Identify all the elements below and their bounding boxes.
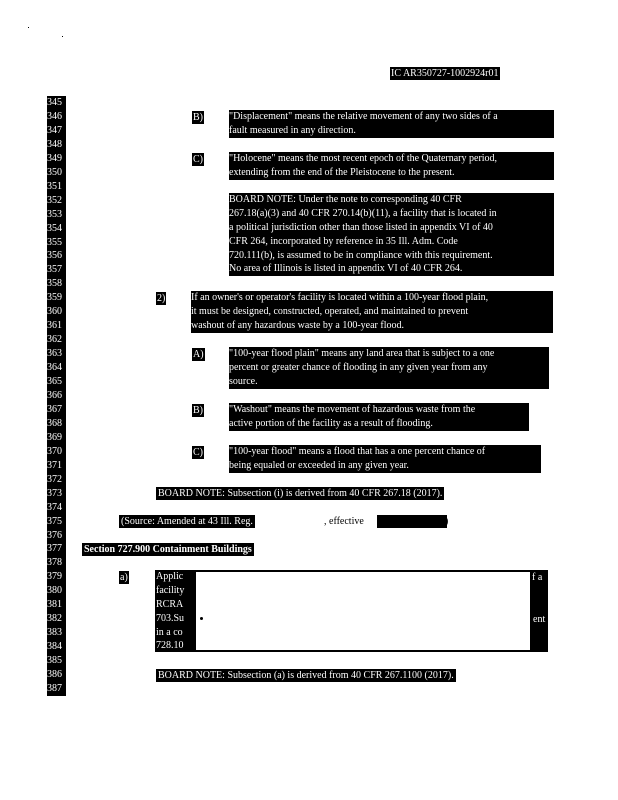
line-number: 356: [47, 249, 66, 263]
line-number: 373: [47, 487, 66, 501]
section-heading: [82, 543, 254, 556]
line-number: 363: [47, 347, 66, 361]
line-number: 380: [47, 584, 66, 598]
line-number: 352: [47, 194, 66, 208]
line-number: 381: [47, 598, 66, 612]
text-line: 728.10: [156, 640, 184, 652]
line-number: 371: [47, 459, 66, 473]
text-line: extending from the end of the Pleistocene to the present.: [229, 166, 455, 178]
definition-100-year-flood-plain: [229, 347, 549, 389]
line-number: 382: [47, 612, 66, 626]
line-number: 387: [47, 682, 66, 696]
text-line: "100-year flood plain" means any land area that is subject to a one: [229, 348, 495, 359]
item-marker: a): [120, 572, 128, 583]
text-line: source.: [229, 375, 258, 387]
line-number: 345: [47, 96, 66, 110]
text-line: If an owner's or operator's facility is located within a 100-year flood plain,: [191, 292, 489, 303]
definition-displacement: [229, 110, 554, 138]
source-effective-date-blank: [377, 515, 447, 528]
line-number: 346: [47, 110, 66, 124]
item-marker: B): [193, 405, 203, 416]
scan-speck: [28, 27, 29, 28]
line-number: 372: [47, 473, 66, 487]
item-marker: C): [193, 447, 203, 458]
line-number: 384: [47, 640, 66, 654]
document-code: IC AR350727-1002924r01: [391, 68, 499, 79]
line-number: 358: [47, 277, 66, 291]
line-number: 361: [47, 319, 66, 333]
subsection-a-right-fragment: ent: [533, 614, 546, 625]
line-number: 350: [47, 166, 66, 180]
line-number: 375: [47, 515, 66, 529]
source-note-effective: , effective: [324, 516, 364, 527]
line-number: 378: [47, 556, 66, 570]
text-line: fault measured in any direction.: [229, 124, 356, 136]
item-marker: B): [193, 112, 203, 123]
source-note-close: ): [445, 516, 449, 527]
line-number: 370: [47, 445, 66, 459]
bullet-dot: [200, 617, 203, 620]
subsection-a-left-fragments: [156, 570, 196, 653]
line-number: 354: [47, 222, 66, 236]
line-number: 379: [47, 570, 66, 584]
board-note-flood-plain-appendix: [229, 193, 554, 276]
text-line: 720.111(b), is assumed to be in compliance with this requirement.: [229, 249, 493, 261]
text-line: active portion of the facility as a result of flooding.: [229, 417, 433, 429]
line-number: 347: [47, 124, 66, 138]
scan-speck: [62, 36, 63, 37]
text-line: a political jurisdiction other than those listed in appendix VI of 40: [229, 221, 493, 233]
item-marker: 2): [157, 293, 166, 304]
section-heading-text: Section 727.900 Containment Buildings: [84, 544, 252, 555]
line-number: 357: [47, 263, 66, 277]
line-number: 362: [47, 333, 66, 347]
line-number: 365: [47, 375, 66, 389]
text-line: CFR 264, incorporated by reference in 35 Ill. Adm. Code: [229, 235, 458, 247]
line-number: 374: [47, 501, 66, 515]
definition-holocene: [229, 152, 554, 180]
text-line: it must be designed, constructed, operated, and maintained to prevent: [191, 305, 469, 317]
text-line: washout of any hazardous waste by a 100-year flood.: [191, 319, 404, 331]
text-line: 703.Su: [156, 612, 185, 624]
line-number: 355: [47, 236, 66, 250]
line-number: 353: [47, 208, 66, 222]
redaction-box: [196, 572, 530, 650]
text-line: percent or greater chance of flooding in any given year from any: [229, 361, 488, 373]
line-number: 364: [47, 361, 66, 375]
line-number: 383: [47, 626, 66, 640]
line-number: 386: [47, 668, 66, 682]
text-line: No area of Illinois is listed in appendix VI of 40 CFR 264.: [229, 263, 463, 275]
definition-washout: [229, 403, 529, 431]
line-number: 369: [47, 431, 66, 445]
line-number: 366: [47, 389, 66, 403]
subsection-a-right-fragment: f a: [532, 572, 543, 583]
text-line: "Washout" means the movement of hazardous waste from the: [229, 404, 476, 415]
line-number: 351: [47, 180, 66, 194]
line-number: 376: [47, 529, 66, 543]
text-line: "Holocene" means the most recent epoch of the Quaternary period,: [229, 153, 498, 164]
line-number: 367: [47, 403, 66, 417]
text-line: 267.18(a)(3) and 40 CFR 270.14(b)(11), a facility that is located in: [229, 207, 497, 219]
flood-plain-requirement: [191, 291, 553, 333]
text-line: BOARD NOTE: Under the note to corresponding 40 CFR: [229, 194, 462, 205]
line-number: 349: [47, 152, 66, 166]
line-number: 377: [47, 542, 66, 556]
line-number: 385: [47, 654, 66, 668]
item-marker: C): [193, 154, 203, 165]
definition-100-year-flood: [229, 445, 541, 473]
item-marker: A): [193, 349, 204, 360]
text-line: Applic: [156, 571, 184, 582]
text-line: "Displacement" means the relative movement of any two sides of a: [229, 111, 498, 122]
line-number: 348: [47, 138, 66, 152]
board-note-subsection-i: BOARD NOTE: Subsection (i) is derived from 40 CFR 267.18 (2017).: [158, 488, 443, 499]
board-note-subsection-a: BOARD NOTE: Subsection (a) is derived from 40 CFR 267.1100 (2017).: [158, 670, 454, 681]
source-note-prefix: (Source: Amended at 43 Ill. Reg.: [121, 516, 253, 527]
line-number: 360: [47, 305, 66, 319]
text-line: "100-year flood" means a flood that has a one percent chance of: [229, 446, 486, 457]
text-line: in a co: [156, 626, 183, 638]
line-number: 368: [47, 417, 66, 431]
text-line: facility: [156, 584, 185, 596]
text-line: RCRA: [156, 598, 184, 610]
line-number: 359: [47, 291, 66, 305]
text-line: being equaled or exceeded in any given year.: [229, 459, 409, 471]
